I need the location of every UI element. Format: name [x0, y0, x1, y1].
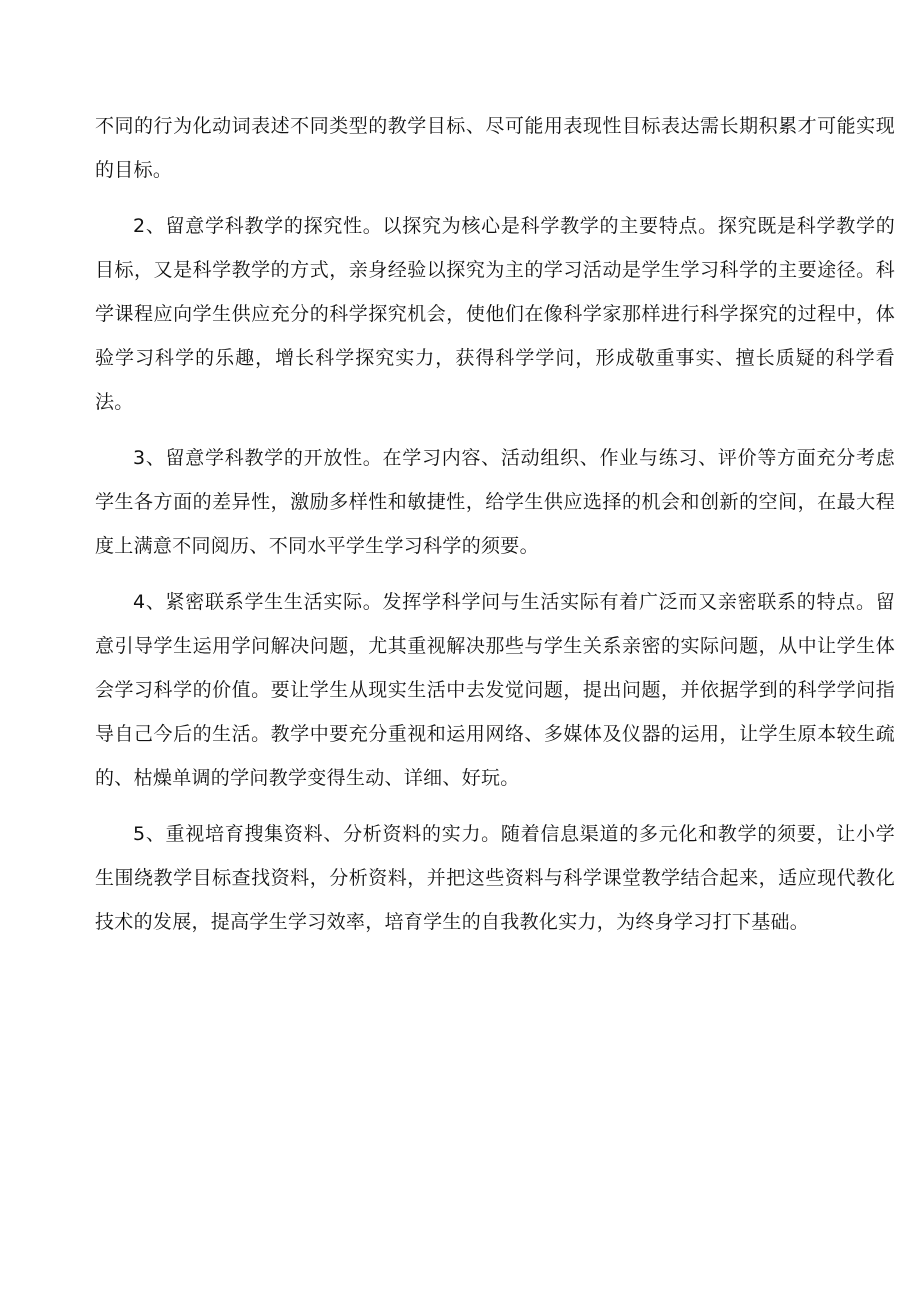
paragraph-item-4: 4、紧密联系学生生活实际。发挥学科学问与生活实际有着广泛而又亲密联系的特点。留意引导学生运用学问解决问题，尤其重视解决那些与学生关系亲密的实际问题，从中让学生体会学习科学的价值。要让学生从现实生活中去发觉问题，提出问题，并依据学到的科学学问指导自己今后的生活。教学中要充分重视和运用网络、多媒体及仪器的运用，让学生原本较生疏的、枯燥单调的学问教学变得生动、详细、好玩。: [95, 591, 895, 789]
paragraph-item-5: 5、重视培育搜集资料、分析资料的实力。随着信息渠道的多元化和教学的须要，让小学生围绕教学目标查找资料，分析资料，并把这些资料与科学课堂教学结合起来，适应现代教化技术的发展，提高学生学习效率，培育学生的自我教化实力，为终身学习打下基础。: [95, 823, 895, 933]
document-body: [95, 104, 895, 956]
paragraph-item-3: 3、留意学科教学的开放性。在学习内容、活动组织、作业与练习、评价等方面充分考虑学生各方面的差异性，激励多样性和敏捷性，给学生供应选择的机会和创新的空间，在最大程度上满意不同阅历、不同水平学生学习科学的须要。: [95, 447, 895, 557]
paragraph-item-2: 2、留意学科教学的探究性。以探究为核心是科学教学的主要特点。探究既是科学教学的目标，又是科学教学的方式，亲身经验以探究为主的学习活动是学生学习科学的主要途径。科学课程应向学生供应充分的科学探究机会，使他们在像科学家那样进行科学探究的过程中，体验学习科学的乐趣，增长科学探究实力，获得科学学问，形成敬重事实、擅长质疑的科学看法。: [95, 215, 895, 413]
paragraph-continuation: 不同的行为化动词表述不同类型的教学目标、尽可能用表现性目标表达需长期积累才可能实现的目标。: [95, 115, 895, 181]
